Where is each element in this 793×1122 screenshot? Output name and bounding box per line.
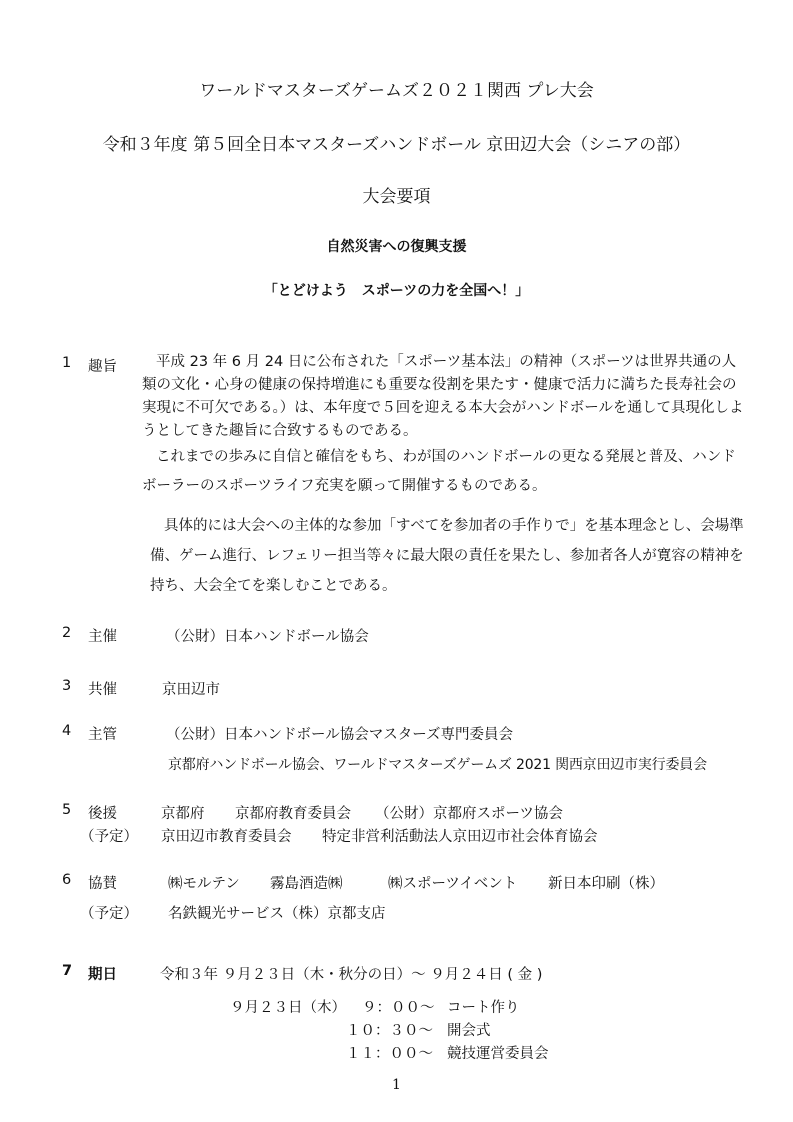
slogan: 「とどけよう スポーツの力を全国へ！」 — [263, 283, 530, 299]
section-1-paragraph-3: 具体的には大会への主体的な参加「すべてを参加者の手作りで」を基本理念とし、会場準備、ゲーム進行、レフェリー担当等々に最大限の責任を果たし、参加者各人が寛容の精神を持ち、大会全てを楽しむことである。 — [150, 518, 744, 594]
managing-body-2: 京都府ハンドボール協会、ワールドマスターズゲームズ 2021 関西京田辺市実行委員会 — [168, 757, 707, 773]
schedule-event: 開会式 — [447, 1023, 491, 1039]
schedule-time: ９：００～ — [362, 1000, 435, 1016]
section-6-number: 6 — [62, 872, 72, 888]
section-1-label: 趣旨 — [88, 359, 117, 375]
section-7-label: 期日 — [88, 967, 117, 983]
section-7-number: 7 — [62, 963, 73, 979]
section-3-label: 共催 — [88, 682, 117, 698]
section-1-number: 1 — [62, 355, 72, 371]
sponsor: ㈱モルテン — [168, 876, 240, 892]
section-2-label: 主催 — [88, 629, 117, 645]
section-3-number: 3 — [62, 678, 72, 694]
section-6-tentative: （予定） — [80, 906, 138, 922]
section-5-number: 5 — [62, 802, 72, 818]
section-4-number: 4 — [62, 723, 72, 739]
co-organizer: 京田辺市 — [162, 682, 220, 698]
section-5-label: 後援 — [88, 806, 117, 822]
section-6-label: 協賛 — [88, 876, 117, 892]
event-period: 令和３年 ９月２３日（木・秋分の日）～ ９月２４日 ( 金 ) — [160, 967, 543, 983]
section-4-label: 主管 — [88, 727, 117, 743]
schedule-event: コート作り — [447, 1000, 520, 1016]
section-1-paragraph-2-line-1: これまでの歩みに自信と確信をもち、わが国のハンドボールの更なる発展と普及、ハンド — [156, 449, 736, 465]
supporter: 京都府 — [161, 806, 205, 822]
document-title: 大会要項 — [362, 187, 431, 207]
sponsor: ㈱スポーツイベント — [388, 876, 518, 892]
sponsor: 霧島酒造㈱ — [270, 876, 343, 892]
event-title: ワールドマスターズゲームズ２０２１関西 プレ大会 — [199, 81, 594, 101]
supporter: 特定非営利活動法人京田辺市社会体育協会 — [322, 829, 598, 845]
sponsor: 新日本印刷（株） — [548, 876, 664, 892]
section-1-paragraph-2-line-2: ボーラーのスポーツライフ充実を願って開催するものである。 — [142, 478, 547, 494]
supporter: 京都府教育委員会 — [235, 806, 351, 822]
organizer: （公財）日本ハンドボール協会 — [166, 629, 369, 645]
schedule-day: ９月２３日（木） — [230, 1000, 346, 1016]
section-5-tentative: （予定） — [80, 829, 138, 845]
supporter: 京田辺市教育委員会 — [161, 829, 292, 845]
managing-body-1: （公財）日本ハンドボール協会マスターズ専門委員会 — [166, 727, 513, 743]
subtitle: 自然災害への復興支援 — [326, 239, 467, 255]
sponsor: 名鉄観光サービス（株）京都支店 — [168, 906, 386, 922]
schedule-event: 競技運営委員会 — [447, 1046, 549, 1062]
schedule-time: １０：３０～ — [346, 1023, 433, 1039]
section-2-number: 2 — [62, 625, 72, 641]
section-1-paragraph-1: 平成 23 年 6 月 24 日に公布された「スポーツ基本法」の精神（スポーツは世界共通の人類の文化・心身の健康の保持増進にも重要な役割を果たす・健康で活力に満ちた長寿社会の実現に不可欠である。）は、本年度で５回を迎える本大会がハンドボールを通して具現化しようとしてきた趣旨に合致するものである。 — [142, 354, 744, 439]
schedule-time: １１：００～ — [346, 1046, 433, 1062]
tournament-title: 令和３年度 第５回全日本マスターズハンドボール 京田辺大会（シニアの部） — [102, 135, 691, 155]
supporter: （公財）京都府スポーツ協会 — [375, 806, 563, 822]
page-number: 1 — [392, 1077, 401, 1093]
